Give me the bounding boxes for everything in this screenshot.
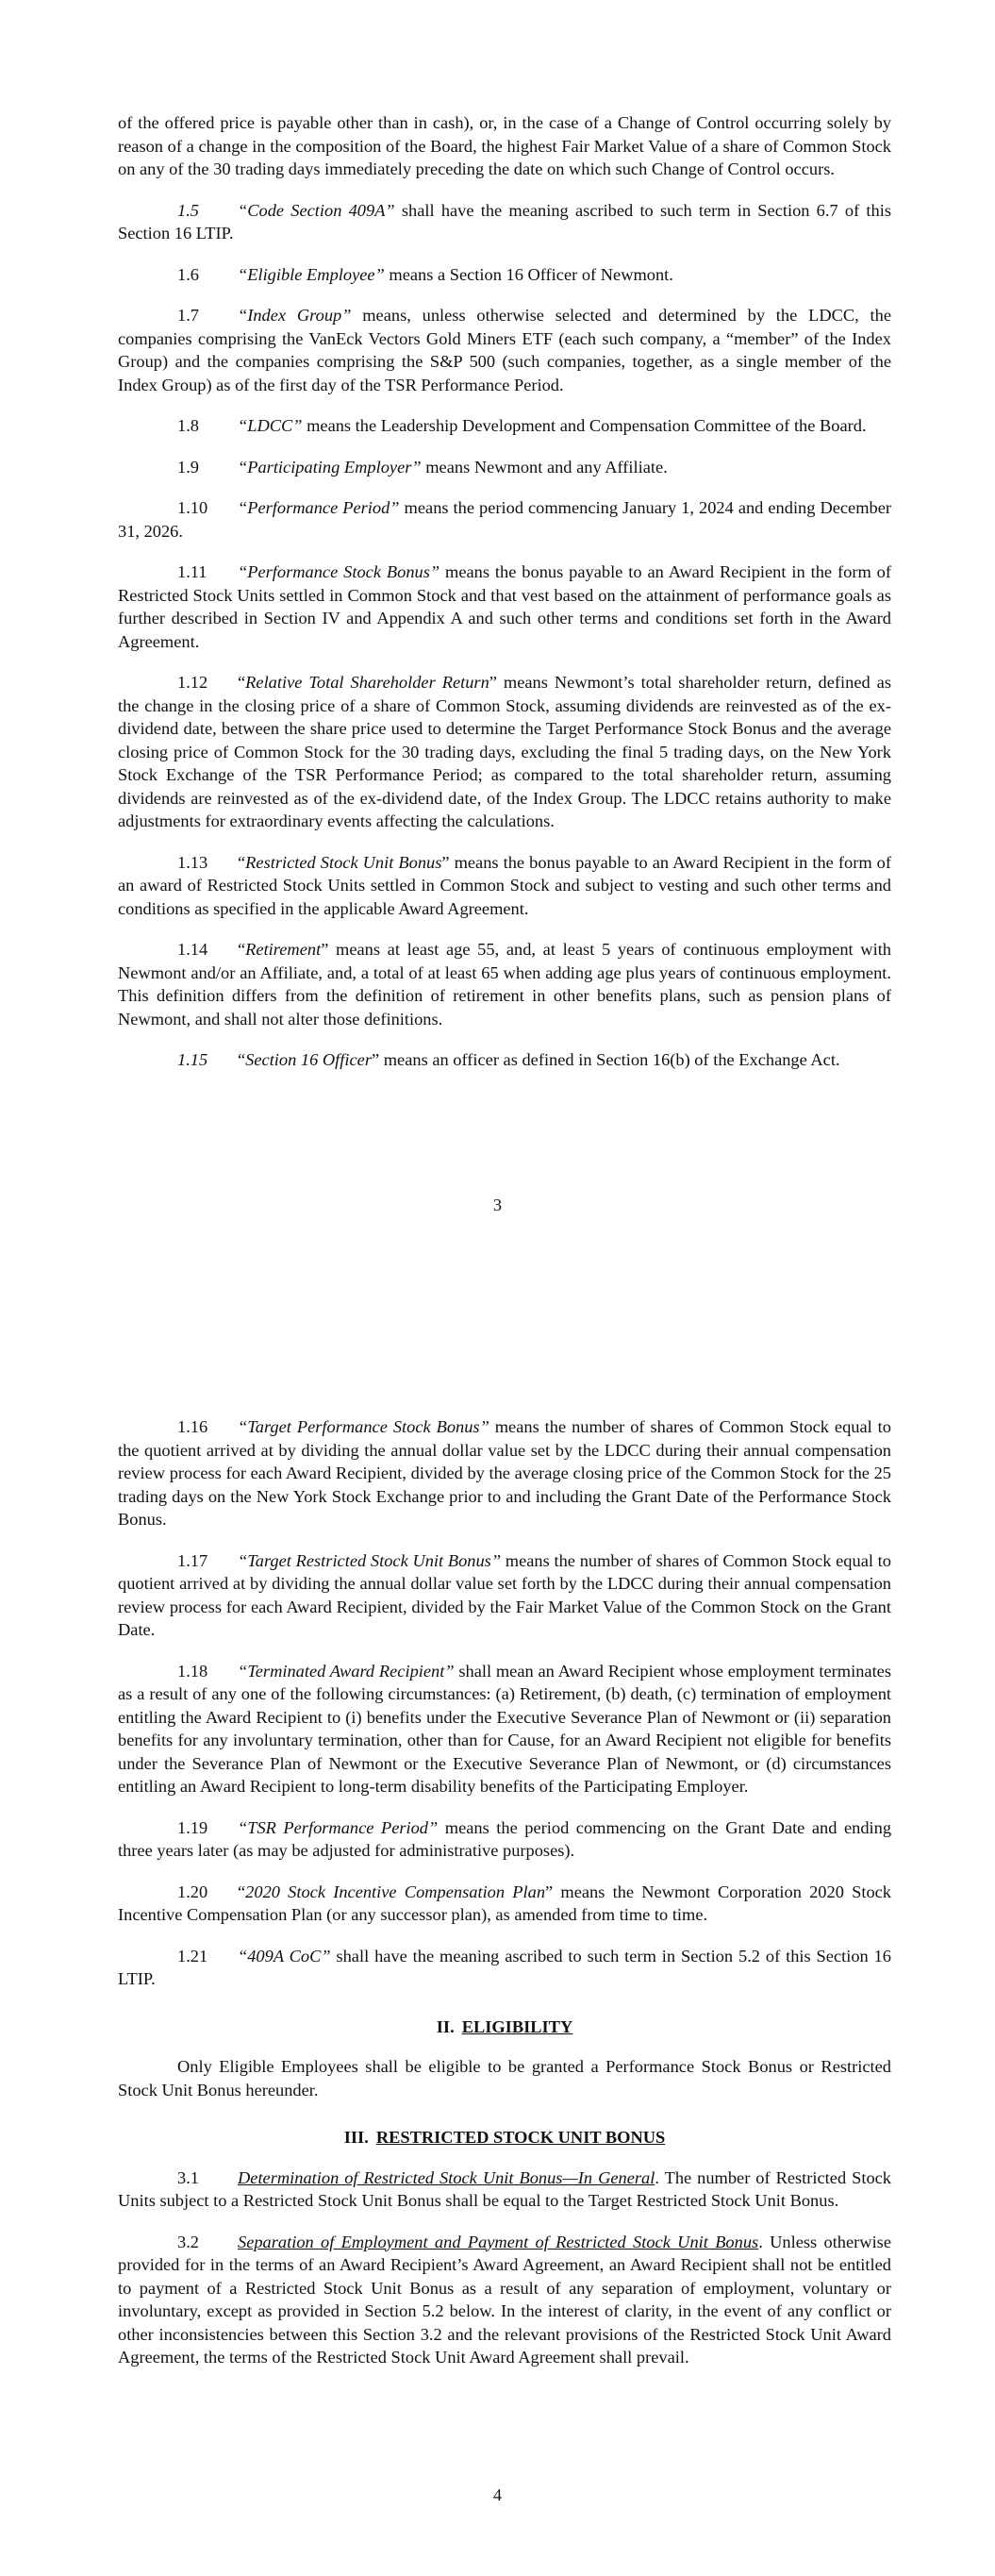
definition-1-20 xyxy=(118,1881,891,1927)
definition-text: ” means Newmont’s total shareholder return, defined as the change in the closing price of a share of Common Stock, assuming dividends are reinvested as of the ex-dividend date, between the share price used to determine the Target Performance Stock Bonus and the average closing price of Common Stock for the 30 trading days, excluding the final 5 trading days, on the New York Stock Exchange of the TSR Performance Period; as compared to the total shareholder return, assuming dividends are reinvested as of the ex-dividend date, of the Index Group. The LDCC retains authority to make adjustments for extraordinary events affecting the calculations. xyxy=(118,673,891,830)
definition-term: “Target Restricted Stock Unit Bonus” xyxy=(238,1550,502,1570)
section-title: RESTRICTED STOCK UNIT BONUS xyxy=(375,2128,666,2147)
definition-term: “Target Performance Stock Bonus” xyxy=(238,1417,489,1436)
definition-text: means the Leadership Development and Compensation Committee of the Board. xyxy=(302,416,867,435)
definition-1-14 xyxy=(118,938,891,1030)
definition-term: Retirement xyxy=(245,940,322,959)
definition-term: “Performance Period” xyxy=(238,498,400,517)
page-number: 3 xyxy=(492,1196,503,1214)
definition-term: “Index Group” xyxy=(238,306,352,325)
clause-text: . Unless otherwise provided for in the terms of an Award Recipient’s Award Agreement, an Award Recipient shall not be entitled to payment of a Restricted Stock Unit Bonus as a result of any separation of employment, voluntary or involuntary, except as provided in Section 5.2 below. In the interest of clarity, in the event of any conflict or other inconsistencies between this Section 3.2 and the relevant provisions of the Restricted Stock Unit Award Agreement, the terms of the Restricted Stock Unit Award Agreement shall prevail. xyxy=(118,2232,892,2367)
section-heading-eligibility xyxy=(118,2016,891,2039)
definition-text: shall mean an Award Recipient whose employment terminates as a result of any one of the following circumstances: (a) Retirement, (b) death, (c) termination of employment entitling the Award Recipient to (i) benefits under the Executive Severance Plan of Newmont or (ii) separation benefits for any involuntary termination, other than for Cause, for an Award Recipient not eligible for benefits under the Severance Plan of Newmont or the Executive Severance Plan of Newmont, or (d) circumstances entitling an Award Recipient to long-term disability benefits of the Participating Employer. xyxy=(118,1661,892,1796)
definition-number: 1.11 xyxy=(177,562,207,581)
definition-term: Restricted Stock Unit Bonus xyxy=(245,852,442,872)
definition-1-11 xyxy=(118,560,891,653)
definition-term: “Terminated Award Recipient” xyxy=(238,1661,455,1681)
document-page-4 xyxy=(0,1415,995,2576)
definition-term: “LDCC” xyxy=(238,416,303,435)
definition-number: 1.19 xyxy=(177,1817,208,1837)
definition-term: Relative Total Shareholder Return xyxy=(245,673,489,692)
section-number: III. xyxy=(343,2128,369,2147)
eligibility-paragraph: Only Eligible Employees shall be eligible to be granted a Performance Stock Bonus or Restricted Stock Unit Bonus hereunder. xyxy=(118,2057,891,2099)
open-quote: “ xyxy=(238,940,246,959)
clause-subtitle: Determination of Restricted Stock Unit Bonus—In General xyxy=(238,2167,655,2187)
definition-1-19 xyxy=(118,1816,891,1863)
definition-number: 1.5 xyxy=(177,200,199,220)
definition-1-12 xyxy=(118,671,891,833)
definition-number: 1.18 xyxy=(177,1661,208,1681)
open-quote: “ xyxy=(238,1050,246,1069)
clause-number: 3.1 xyxy=(177,2167,199,2187)
clause-subtitle: Separation of Employment and Payment of Restricted Stock Unit Bonus xyxy=(238,2232,759,2251)
definition-number: 1.16 xyxy=(177,1417,208,1436)
clause-number: 3.2 xyxy=(177,2232,199,2251)
definition-text: means, unless otherwise selected and determined by the LDCC, the companies comprising the VanEck Vectors Gold Miners ETF (each such company, a “member” of the Index Group) and the companies comprising the S&P 500 (such companies, together, as a single member of the Index Group) as of the first day of the TSR Performance Period. xyxy=(118,306,891,394)
definition-term: Section 16 Officer xyxy=(245,1050,372,1069)
definition-term: “Code Section 409A” xyxy=(238,200,395,220)
clause-text: . The number of Restricted Stock Units subject to a Restricted Stock Unit Bonus shall be equal to the Target Restricted Stock Unit Bonus. xyxy=(118,2167,891,2210)
section-heading-restricted-stock-unit-bonus xyxy=(118,2126,891,2149)
definition-term: “409A CoC” xyxy=(238,1946,331,1965)
definition-text: ” means at least age 55, and, at least 5 years of continuous employment with Newmont and/or an Affiliate, and, a total of at least 65 when adding age plus years of continuous employment. This definition differs from the definition of retirement in other benefits plans, such as pension plans of Newmont, and shall not alter those definitions. xyxy=(118,940,891,1029)
definition-number: 1.6 xyxy=(177,264,199,284)
definition-text: means the bonus payable to an Award Recipient in the form of Restricted Stock Units settled in Common Stock and that vest based on the attainment of performance goals as further described in Section IV and Appendix A and such other terms and conditions set forth in the Award Agreement. xyxy=(118,562,891,651)
definition-number: 1.9 xyxy=(177,457,199,477)
open-quote: “ xyxy=(238,673,246,692)
definition-1-7 xyxy=(118,304,891,396)
open-quote: “ xyxy=(238,852,246,872)
definition-1-9 xyxy=(118,456,891,479)
definition-text: ” means an officer as defined in Section 16(b) of the Exchange Act. xyxy=(371,1050,840,1069)
definition-term: “TSR Performance Period” xyxy=(238,1817,439,1837)
section-title: ELIGIBILITY xyxy=(461,2016,573,2036)
definition-text: shall have the meaning ascribed to such term in Section 5.2 of this Section 16 LTIP. xyxy=(118,1946,891,1988)
definition-text: means Newmont and any Affiliate. xyxy=(421,457,668,477)
section-3-1 xyxy=(118,2166,891,2213)
definition-number: 1.12 xyxy=(177,673,208,692)
definition-1-10 xyxy=(118,496,891,543)
definition-number: 1.15 xyxy=(177,1050,208,1069)
definition-text: means a Section 16 Officer of Newmont. xyxy=(384,264,673,284)
continuation-paragraph: of the offered price is payable other than in cash), or, in the case of a Change of Control occurring solely by reason of a change in the composition of the Board, the highest Fair Market Value of a share of Common Stock on any of the 30 trading days immediately preceding the date on which such Change of Control occurs. xyxy=(118,113,891,178)
definition-number: 1.7 xyxy=(177,306,199,325)
definition-1-18 xyxy=(118,1660,891,1798)
definition-number: 1.14 xyxy=(177,940,208,959)
definition-number: 1.20 xyxy=(177,1882,208,1901)
definition-number: 1.10 xyxy=(177,498,208,517)
definition-number: 1.21 xyxy=(177,1946,208,1965)
definition-term: 2020 Stock Incentive Compensation Plan xyxy=(245,1882,546,1901)
definition-text: means the period commencing on the Grant Date and ending three years later (as may be adjusted for administrative purposes). xyxy=(118,1817,892,1860)
definition-1-5 xyxy=(118,199,891,245)
section-number: II. xyxy=(436,2016,455,2036)
definition-1-15 xyxy=(118,1048,891,1072)
definition-number: 1.8 xyxy=(177,416,199,435)
open-quote: “ xyxy=(238,1882,246,1901)
definition-1-6 xyxy=(118,263,891,287)
definition-text: ” means the Newmont Corporation 2020 Stock Incentive Compensation Plan (or any successor plan), as amended from time to time. xyxy=(118,1882,891,1924)
definition-term: “Eligible Employee” xyxy=(238,264,385,284)
definition-1-21 xyxy=(118,1945,891,1991)
definition-number: 1.13 xyxy=(177,852,208,872)
definition-text: shall have the meaning ascribed to such term in Section 6.7 of this Section 16 LTIP. xyxy=(118,200,891,243)
section-3-2 xyxy=(118,2231,891,2369)
definition-text: means the number of shares of Common Stock equal to the quotient arrived at by dividing the annual dollar value set by the LDCC during their annual compensation review process for each Award Recipient, divided by the average closing price of the Common Stock for the 25 trading days on the New York Stock Exchange prior to and including the Grant Date of the Performance Stock Bonus. xyxy=(118,1417,891,1529)
definition-text: ” means the bonus payable to an Award Recipient in the form of an award of Restricted Stock Units settled in Common Stock and subject to vesting and such other terms and conditions as specified in the applicable Award Agreement. xyxy=(118,852,891,918)
definition-1-16 xyxy=(118,1415,891,1531)
page-number: 4 xyxy=(492,2485,503,2504)
definition-1-8 xyxy=(118,414,891,438)
definition-1-13 xyxy=(118,851,891,921)
definition-text: means the number of shares of Common Stock equal to quotient arrived at by dividing the annual dollar value set forth by the LDCC during their annual compensation review process for each Award Recipient, divided by the Fair Market Value of the Common Stock on the Grant Date. xyxy=(118,1550,891,1639)
definition-term: “Performance Stock Bonus” xyxy=(238,562,440,581)
definition-text: means the period commencing January 1, 2024 and ending December 31, 2026. xyxy=(118,498,892,541)
definition-1-17 xyxy=(118,1549,891,1642)
definition-term: “Participating Employer” xyxy=(238,457,422,477)
definition-number: 1.17 xyxy=(177,1550,208,1570)
